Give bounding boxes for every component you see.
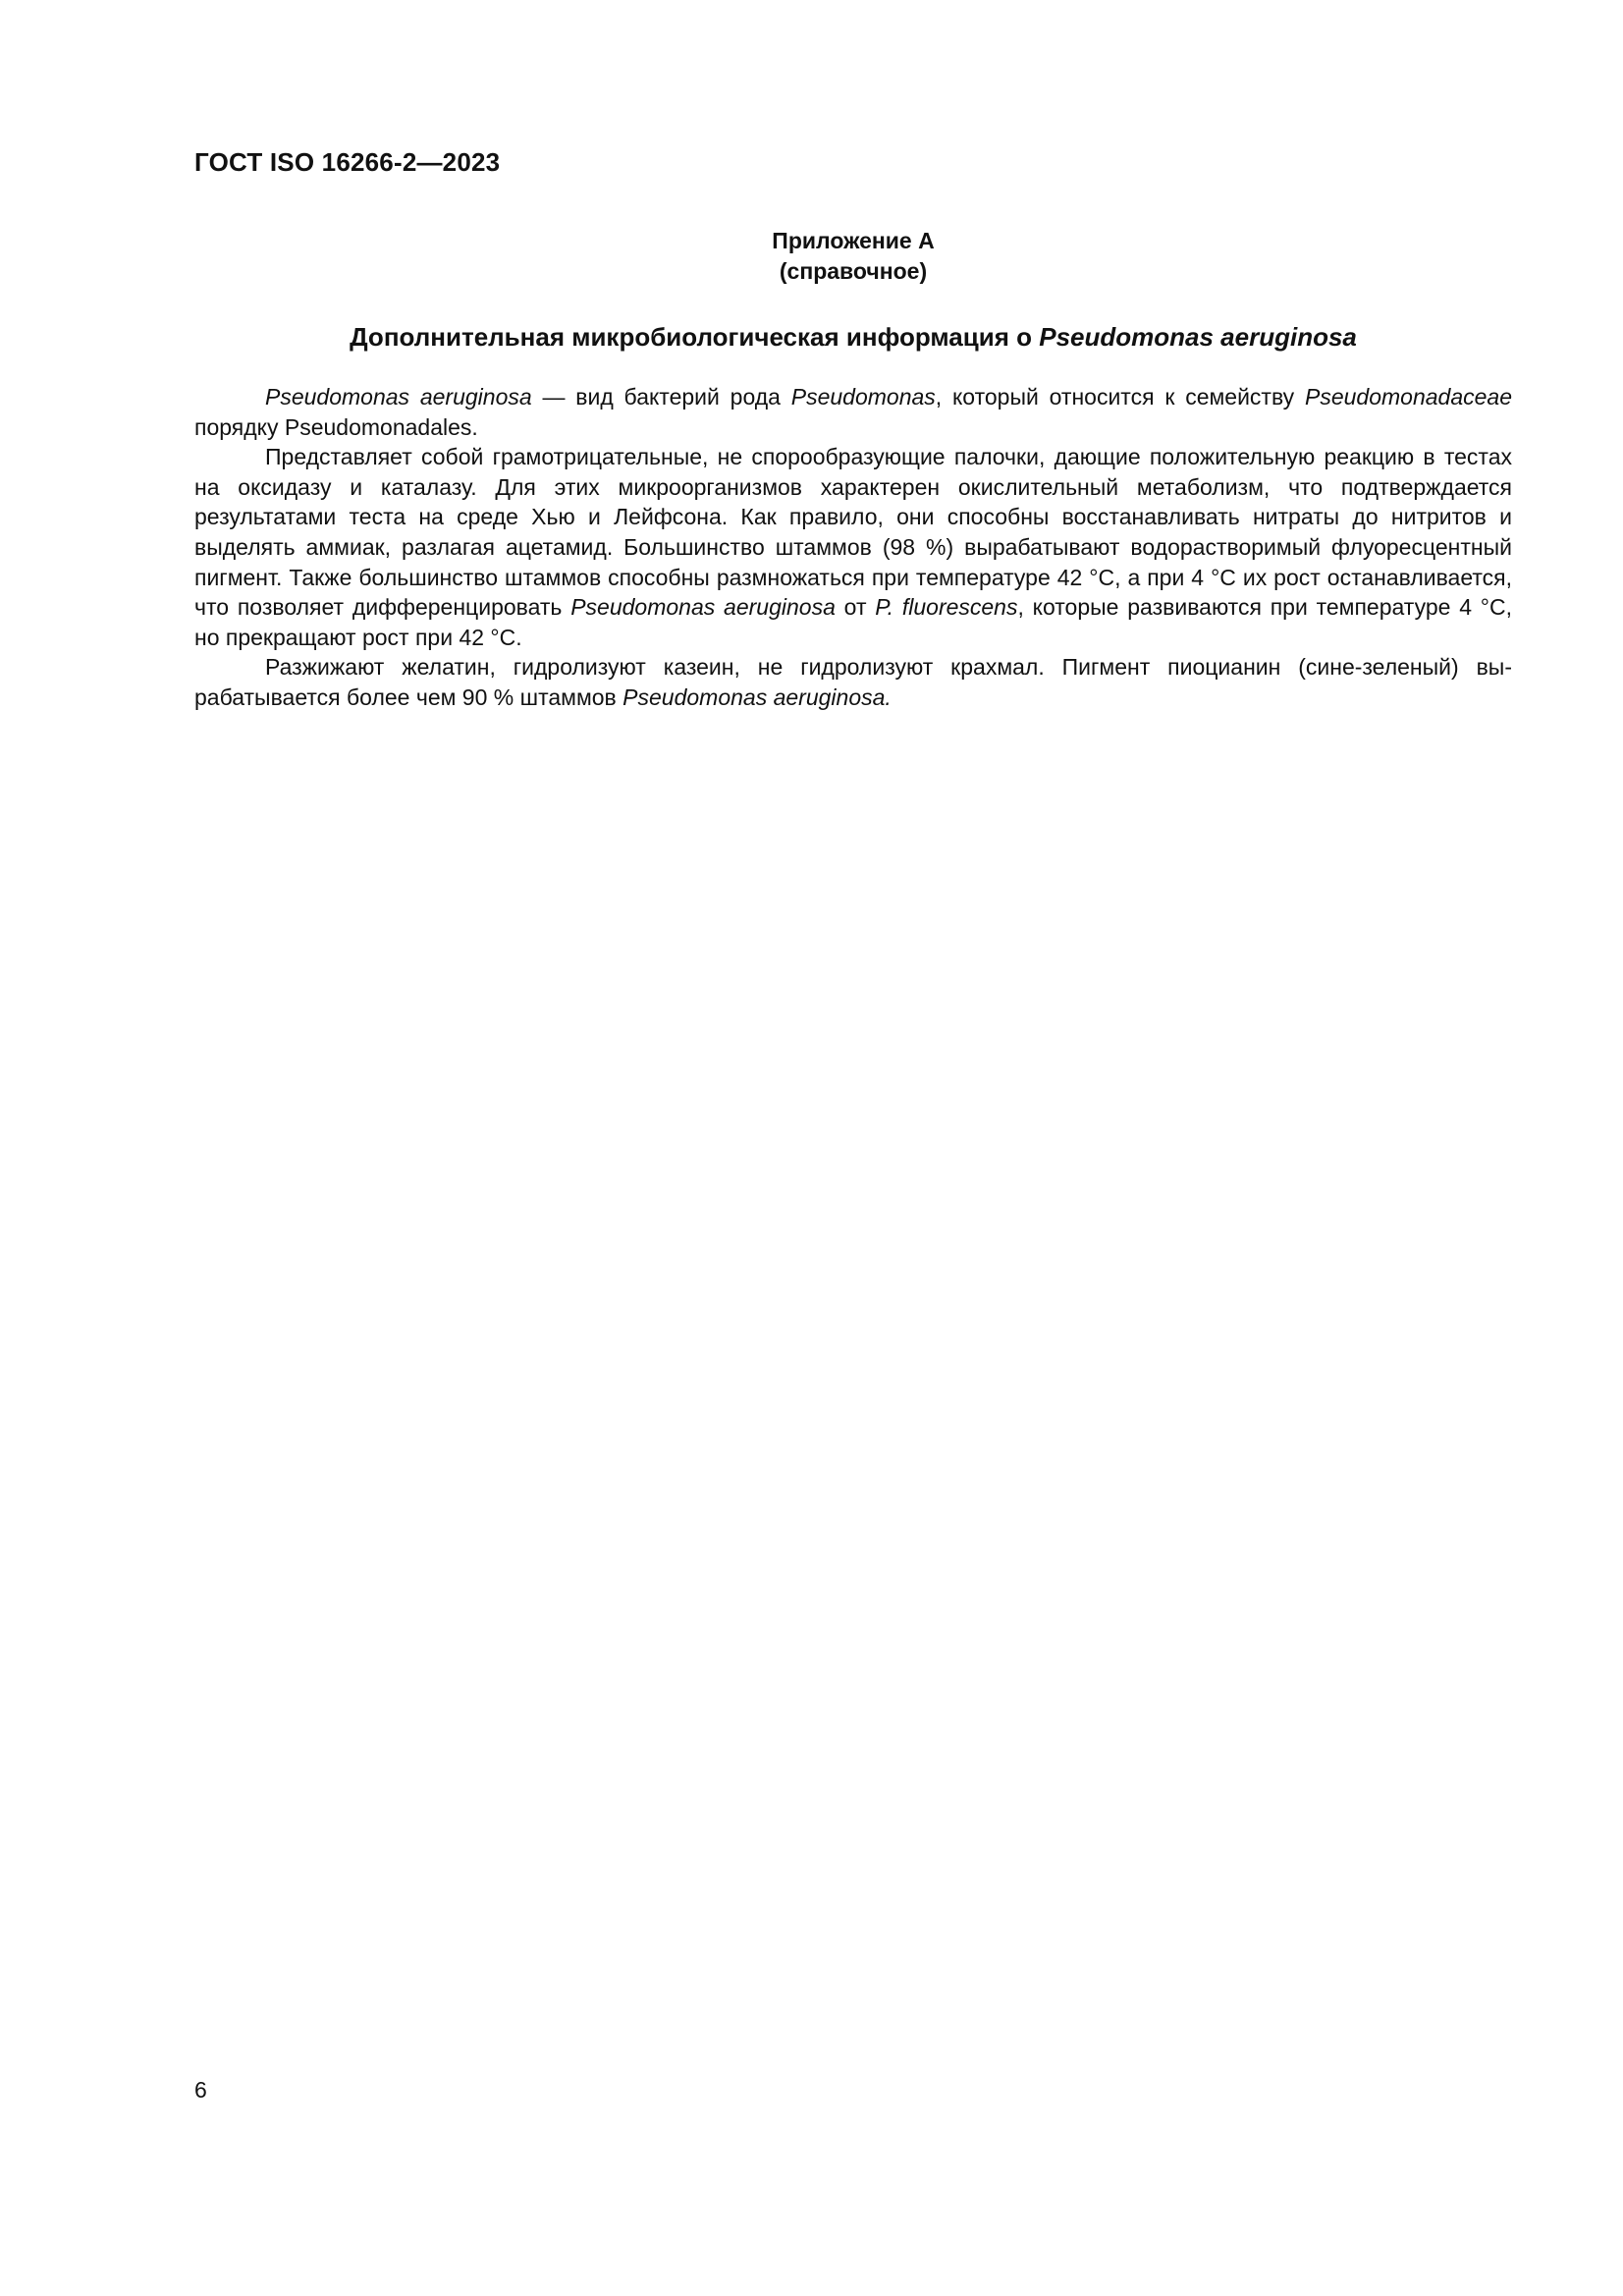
text-span: , который относится к семейству (935, 384, 1305, 410)
annex-body (194, 382, 1512, 713)
text-span: , которые развиваются при температуре 4 °С, но прекращают рост при 42 °С. (194, 594, 1513, 650)
text-span: Разжижают желатин, гидролизуют казеин, не гидролизуют крахмал. Пигмент пиоцианин (сине-зеленый) вырабатывается более чем 90 % штаммов (194, 654, 1512, 710)
annex-label: Приложение А (772, 228, 935, 253)
annex-title-species: Pseudomonas aeruginosa (1039, 322, 1357, 352)
text-span: — вид бактерий рода (531, 384, 791, 410)
paragraph-2 (194, 442, 1512, 652)
genus-name: Pseudomonas (790, 384, 936, 410)
annex-title-prefix: Дополнительная микробиологическая информация о (350, 322, 1040, 352)
standard-code: ГОСТ ISO 16266-2—2023 (194, 147, 501, 177)
species-name: Pseudomonas aeruginosa (570, 594, 836, 621)
species-name: P. fluorescens (875, 594, 1018, 621)
family-name: Pseudomonadaceae (1304, 384, 1512, 410)
paragraph-3 (194, 652, 1512, 712)
text-span: от (835, 594, 876, 621)
annex-heading (194, 226, 1512, 287)
text-span: порядку Pseudomonadales. (194, 413, 478, 440)
page-number: 6 (194, 2077, 207, 2103)
annex-status: (справочное) (779, 258, 928, 284)
species-name: Pseudomonas aeruginosa. (622, 683, 892, 710)
text-span: Представляет собой грамотрицательные, не спорообразующие палочки, дающие положительную реакцию в тестах на оксидазу и каталазу. Для этих микроорганизмов характерен окислительный метаболизм, что подтверждается результатами теста на среде Хью и Лейфсона. Как правило, они способны восстанавливать нитраты до нитритов и выделять аммиак, разлагая ацетамид. Большинство штаммов (98 %) вырабатывают водорастворимый флуоресцентный пигмент. Также большинство штаммов способны размножаться при температуре 42 °С, а при 4 °С их рост останавливается, что позволяет дифференцировать (194, 444, 1512, 621)
species-name: Pseudomonas aeruginosa (265, 384, 532, 410)
paragraph-1 (194, 382, 1512, 442)
annex-title (194, 320, 1512, 354)
